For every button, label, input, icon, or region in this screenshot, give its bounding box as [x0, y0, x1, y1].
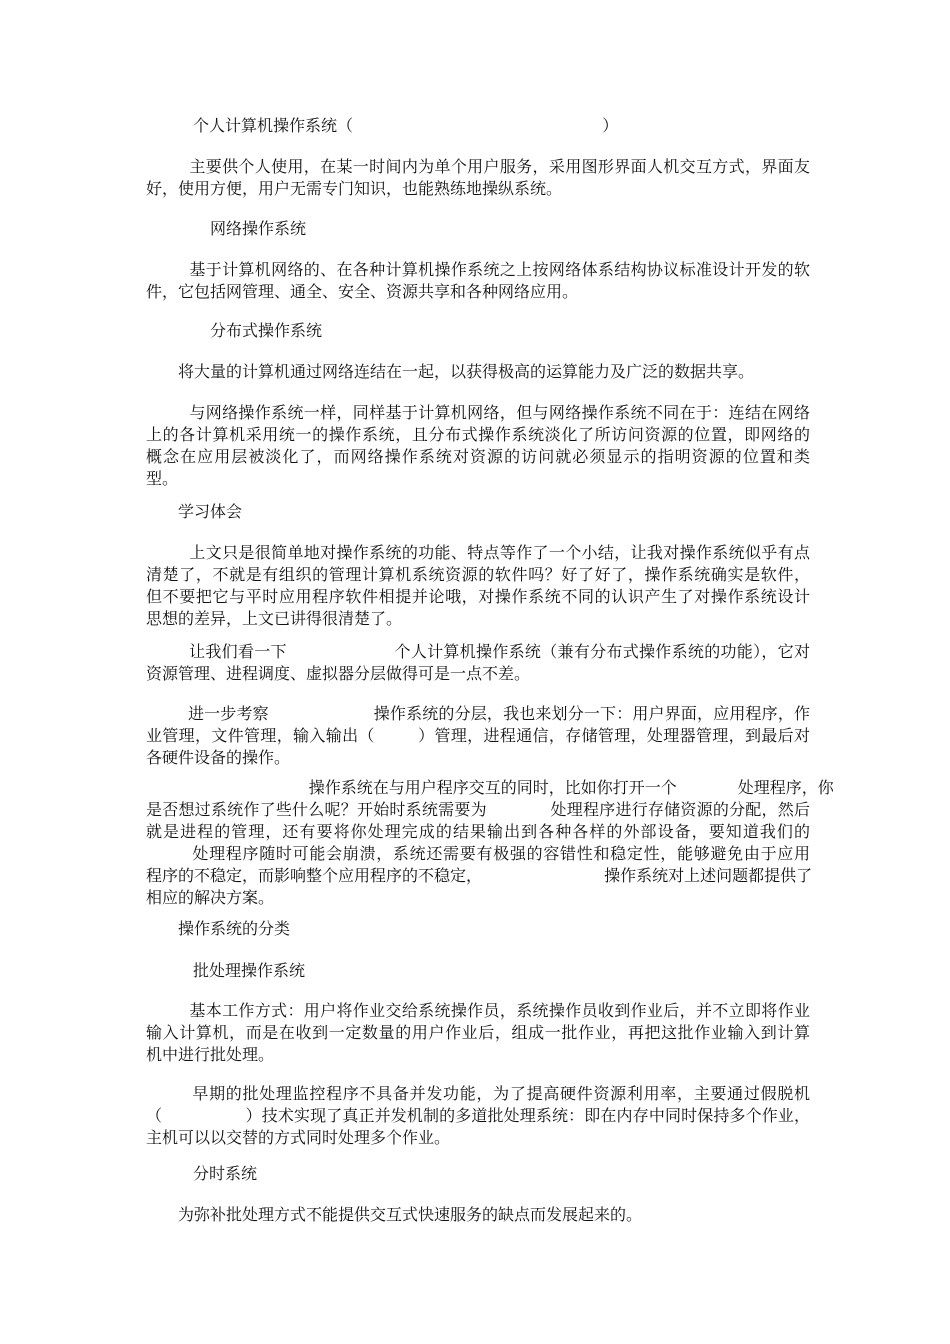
text-line: 资源管理、进程调度、虚拟器分层做得可是一点不差。 — [146, 664, 531, 683]
paragraph-distributed-compare — [146, 402, 810, 490]
text-line: 输入计算机，而是在收到一定数量的用户作业后，组成一批作业，再把这批作业输入到计算 — [146, 1023, 810, 1042]
paragraph-interaction — [146, 777, 834, 909]
text-line: 操作系统在与用户程序交互的同时，比如你打开一个 处理程序，你 — [146, 778, 834, 797]
text-line: 型。 — [146, 469, 179, 488]
heading-classification: 操作系统的分类 — [178, 919, 291, 938]
text-line: 主要供个人使用，在某一时间内为单个用户服务，采用图形界面人机交互方式，界面友 — [146, 157, 810, 176]
text-line: 是否想过系统作了些什么呢？开始时系统需要为 处理程序进行存储资源的分配，然后 — [146, 800, 810, 819]
paragraph-layers — [146, 703, 810, 769]
heading-personal-os: 个人计算机操作系统（ ） — [193, 116, 619, 135]
heading-distributed-os: 分布式操作系统 — [210, 321, 323, 340]
text-line: 让我们看一下 个人计算机操作系统（兼有分布式操作系统的功能），它对 — [146, 642, 810, 661]
text-line: 概念在应用层被淡化了，而网络操作系统对资源的访问就必须显示的指明资源的位置和类 — [146, 447, 810, 466]
text-line: 主机可以以交替的方式同时处理多个作业。 — [146, 1128, 451, 1147]
text-line: 相应的解决方案。 — [146, 888, 275, 907]
text-line: 早期的批处理监控程序不具备并发功能，为了提高硬件资源利用率，主要通过假脱机 — [146, 1084, 810, 1103]
text-line: （ ）技术实现了真正并发机制的多道批处理系统：即在内存中同时保持多个作业， — [146, 1106, 810, 1125]
text-line: 好，使用方便，用户无需专门知识，也能熟练地操纵系统。 — [146, 179, 563, 198]
text-line: 处理程序随时可能会崩溃，系统还需要有极强的容错性和稳定性，能够避免由于应用 — [146, 844, 810, 863]
text-line: 但不要把它与平时应用程序软件相提并论哦，对操作系统不同的认识产生了对操作系统设计 — [146, 587, 810, 606]
text-line: 基于计算机网络的、在各种计算机操作系统之上按网络体系结构协议标准设计开发的软 — [146, 260, 810, 279]
text-line: 进一步考察 操作系统的分层，我也来划分一下：用户界面，应用程序，作 — [146, 704, 810, 723]
paragraph-batch-mode — [146, 1000, 810, 1066]
paragraph-distributed-intro: 将大量的计算机通过网络连结在一起，以获得极高的运算能力及广泛的数据共享。 — [178, 362, 755, 381]
paragraph-timeshare: 为弥补批处理方式不能提供交互式快速服务的缺点而发展起来的。 — [178, 1205, 643, 1224]
heading-study: 学习体会 — [178, 502, 243, 521]
paragraph-look — [146, 641, 810, 685]
heading-network-os: 网络操作系统 — [210, 219, 307, 238]
text-line: 机中进行批处理。 — [146, 1045, 275, 1064]
heading-timeshare: 分时系统 — [193, 1164, 258, 1183]
text-line: 思想的差异，上文已讲得很清楚了。 — [146, 609, 403, 628]
paragraph-personal-os — [146, 156, 810, 200]
text-line: 程序的不稳定，而影响整个应用程序的不稳定， 操作系统对上述问题都提供了 — [146, 866, 813, 885]
text-line: 基本工作方式：用户将作业交给系统操作员，系统操作员收到作业后，并不立即将作业 — [146, 1001, 810, 1020]
text-line: 各硬件设备的操作。 — [146, 748, 291, 767]
heading-batch-os: 批处理操作系统 — [193, 961, 306, 980]
paragraph-batch-history — [146, 1083, 810, 1149]
paragraph-network-os — [146, 259, 810, 303]
text-line: 件，它包括网管理、通全、安全、资源共享和各种网络应用。 — [146, 282, 579, 301]
text-line: 上的各计算机采用统一的操作系统，且分布式操作系统淡化了所访问资源的位置，即网络的 — [146, 425, 810, 444]
text-line: 上文只是很简单地对操作系统的功能、特点等作了一个小结，让我对操作系统似乎有点 — [146, 543, 810, 562]
text-line: 业管理，文件管理，输入输出（ ）管理，进程通信，存储管理，处理器管理，到最后对 — [146, 726, 810, 745]
paragraph-study — [146, 542, 810, 630]
text-line: 与网络操作系统一样，同样基于计算机网络，但与网络操作系统不同在于：连结在网络 — [146, 403, 810, 422]
text-line: 就是进程的管理，还有要将你处理完成的结果输出到各种各样的外部设备，要知道我们的 — [146, 822, 810, 841]
text-line: 清楚了，不就是有组织的管理计算机系统资源的软件吗？好了好了，操作系统确实是软件， — [146, 565, 810, 584]
